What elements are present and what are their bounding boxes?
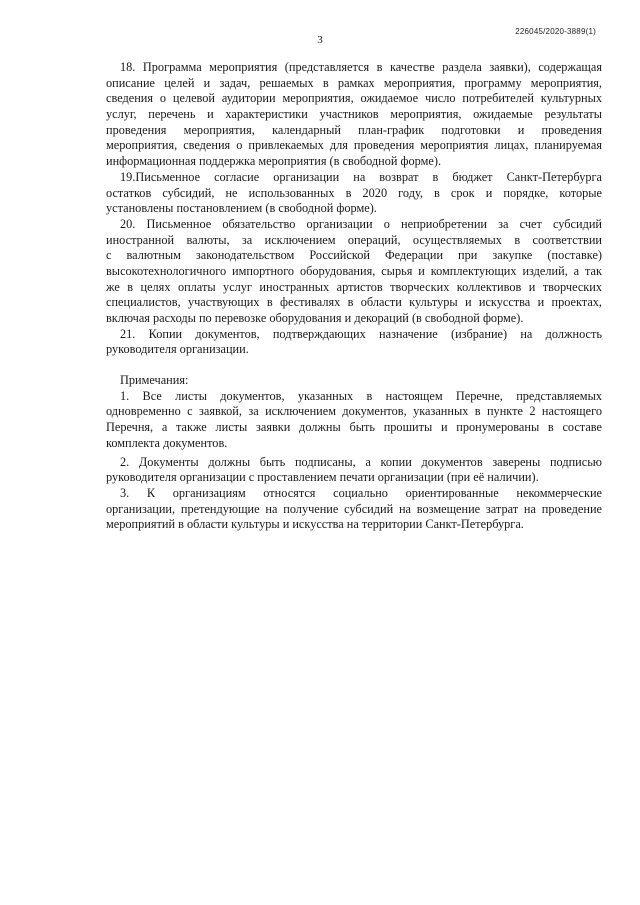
text-line: 18. Программа мероприятия (представляется в качестве раздела заявки), содержащая: [120, 60, 602, 74]
text-line: с валютным законодательством Российской Федерации при закупке (поставке): [106, 248, 602, 263]
text-line: 20. Письменное обязательство организации о неприобретении за счет субсидий: [120, 216, 602, 231]
list-item-18: [106, 60, 602, 170]
document-body: [106, 60, 602, 533]
list-item-21: [106, 327, 602, 358]
text-line: информационная поддержка мероприятия (в свободной форме).: [106, 154, 442, 169]
note-item-1: [106, 389, 602, 452]
note-item-2: [106, 455, 602, 486]
spacer: [106, 358, 602, 373]
note-item-3: [106, 486, 602, 533]
text-line: включая расходы по перевозке оборудования и декораций (в свободной форме).: [106, 311, 524, 325]
text-line: установлены постановлением (в свободной форме).: [106, 201, 377, 216]
text-line: 2. Документы должны быть подписаны, а копии документов заверены подписью: [120, 454, 602, 469]
text-line: проведения мероприятия, календарный план-график подготовки и проведения: [106, 122, 602, 137]
text-line: одновременно с заявкой, за исключением документов, указанных в пункте 2 настоящего: [106, 404, 602, 419]
text-line: высокотехнологичного импортного оборудования, сырья и комплектующих изделий, а так: [106, 263, 602, 278]
notes-title: Примечания:: [120, 373, 189, 388]
text-line: 21. Копии документов, подтверждающих назначение (избрание) на должность: [120, 326, 602, 341]
document-registration-number: 226045/2020-3889(1): [515, 27, 596, 36]
list-item-19: [106, 170, 602, 217]
text-line: 19.Письменное согласие организации на возврат в бюджет Санкт-Петербурга: [120, 169, 602, 184]
notes-section: [106, 373, 602, 533]
text-line: 1. Все листы документов, указанных в настоящем Перечне, представляемых: [120, 388, 602, 403]
text-line: организации, претендующие на получение субсидий на возмещение затрат на проведение: [106, 501, 602, 516]
text-line: комплекта документов.: [106, 435, 228, 450]
text-line: иностранной валюты, за исключением операций, осуществляемых в соответствии: [106, 232, 602, 247]
text-line: 3. К организациям относятся социально ориентированные некоммерческие: [120, 485, 602, 500]
text-line: сведения о целевой аудитории мероприятия, ожидаемое число потребителей культурных: [106, 91, 602, 106]
page-number: 3: [317, 34, 323, 46]
text-line: мероприятий в области культуры и искусства на территории Санкт-Петербурга.: [106, 517, 524, 532]
text-line: мероприятия, сведения о привлекаемых для проведения мероприятия лицах, планируемая: [106, 138, 602, 153]
text-line: руководителя организации с проставлением печати организации (при её наличии).: [106, 470, 539, 485]
text-line: остатков субсидий, не использованных в 2020 году, в срок и порядке, которые: [106, 185, 602, 200]
list-item-20: [106, 217, 602, 327]
text-line: описание целей и задач, решаемых в рамках мероприятия, программу мероприятия,: [106, 75, 602, 90]
text-line: специалистов, участвующих в фестивалях в области культуры и искусства и проектах,: [106, 295, 602, 310]
text-line: Перечня, а также листы заявки должны быть прошиты и пронумерованы в составе: [106, 420, 602, 435]
text-line: руководителя организации.: [106, 342, 249, 357]
text-line: услуг, перечень и характеристики участников мероприятия, ожидаемые результаты: [106, 107, 602, 122]
text-line: же в целях оплаты услуг иностранных артистов творческих коллективов и творческих: [106, 279, 602, 294]
